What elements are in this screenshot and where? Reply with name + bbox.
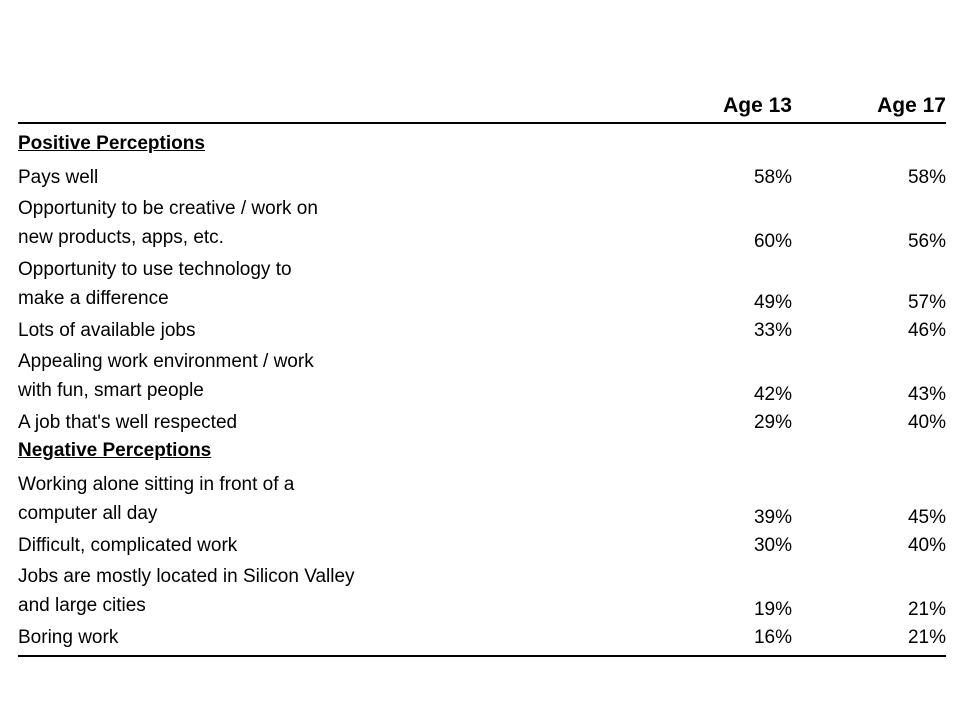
value-age-13: 29%: [753, 412, 792, 433]
value-age-13: 33%: [753, 320, 792, 341]
value-age-17: 21%: [907, 627, 946, 648]
value-age-17: 40%: [907, 535, 946, 556]
value-age-17: 43%: [907, 384, 946, 405]
column-header-age-13: Age 13: [723, 94, 792, 117]
row-label: Opportunity to use technology to make a difference: [18, 259, 292, 309]
row-label: Opportunity to be creative / work on new products, apps, etc.: [18, 198, 318, 248]
row-label: A job that's well respected: [18, 412, 238, 433]
perceptions-table: [18, 86, 946, 648]
value-age-17: 57%: [907, 292, 946, 313]
row-label: Jobs are mostly located in Silicon Valley and large cities: [18, 566, 355, 616]
value-age-13: 39%: [753, 507, 792, 528]
value-age-13: 42%: [753, 384, 792, 405]
row-label: Appealing work environment / work with fun, smart people: [18, 351, 314, 401]
value-age-17: 21%: [907, 599, 946, 620]
value-age-13: 49%: [753, 292, 792, 313]
value-age-13: 30%: [753, 535, 792, 556]
value-age-17: 46%: [907, 320, 946, 341]
section-title-text: Positive Perceptions: [18, 133, 205, 154]
section-title-text: Negative Perceptions: [18, 440, 212, 461]
table-header: [18, 86, 946, 124]
bottom-rule: [18, 655, 946, 657]
row-label: Working alone sitting in front of a computer all day: [18, 474, 295, 524]
value-age-17: 45%: [907, 507, 946, 528]
row-label: Pays well: [18, 167, 99, 188]
value-age-13: 16%: [753, 627, 792, 648]
row-label: Boring work: [18, 627, 119, 648]
row-label: Difficult, complicated work: [18, 535, 238, 556]
value-age-13: 58%: [753, 167, 792, 188]
value-age-17: 58%: [907, 167, 946, 188]
value-age-17: 40%: [907, 412, 946, 433]
value-age-17: 56%: [907, 231, 946, 252]
row-label: Lots of available jobs: [18, 320, 196, 341]
value-age-13: 19%: [753, 599, 792, 620]
value-age-13: 60%: [753, 231, 792, 252]
column-header-age-17: Age 17: [877, 94, 946, 117]
